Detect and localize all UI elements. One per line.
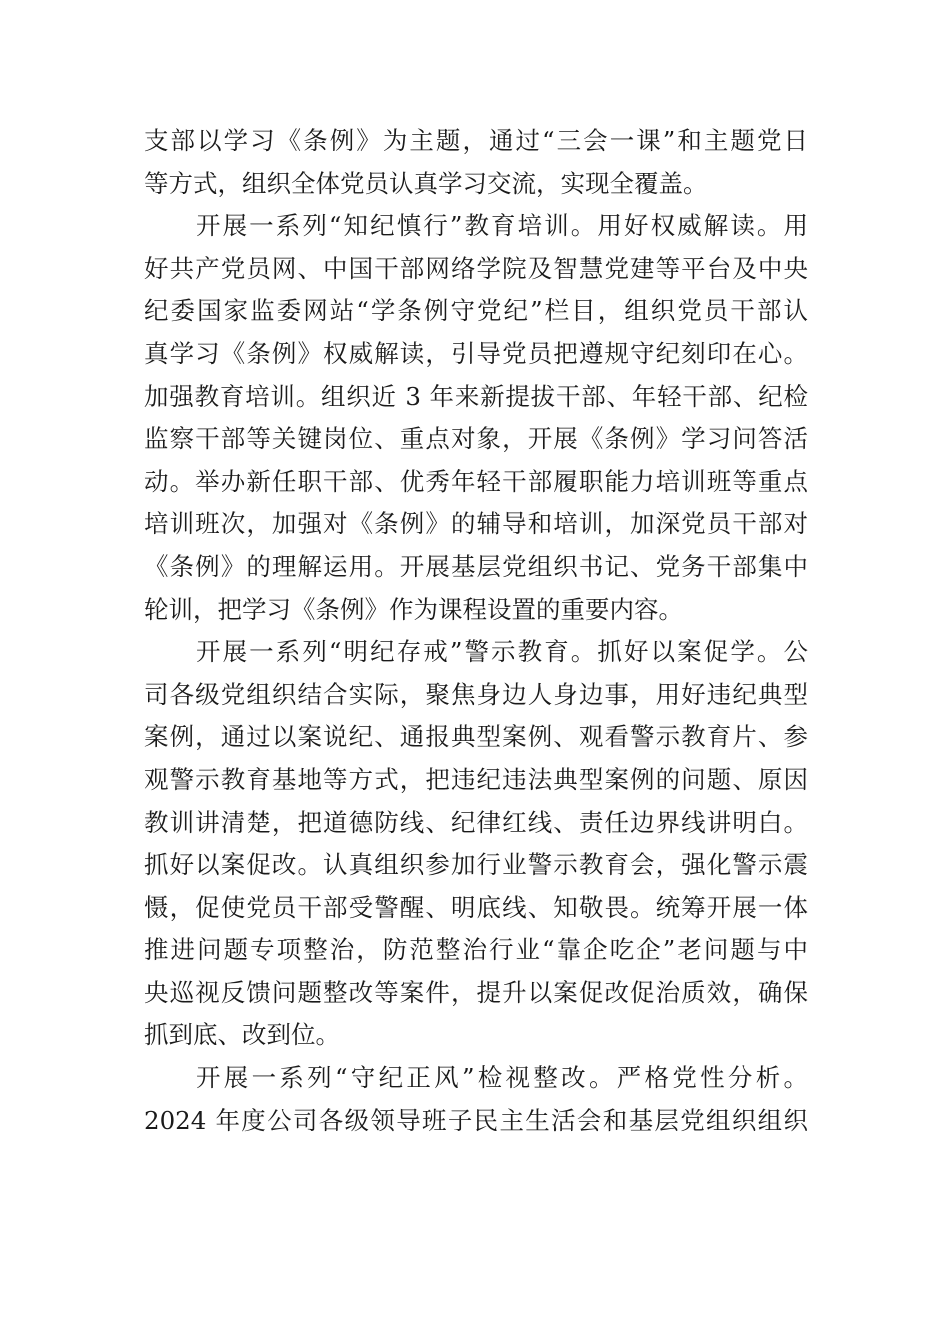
- text-line: 《条例》的理解运用。开展基层党组织书记、党务干部集中: [144, 551, 808, 581]
- text-line: 等方式，组织全体党员认真学习交流，实现全覆盖。: [144, 168, 708, 198]
- text-line: 动。举办新任职干部、优秀年轻干部履职能力培训班等重点: [144, 466, 808, 496]
- text-line: 支部以学习《条例》为主题，通过“三会一课”和主题党日: [144, 126, 808, 155]
- text-line: 开展一系列“知纪慎行”教育培训。用好权威解读。用: [196, 211, 808, 241]
- text-line: 抓好以案促改。认真组织参加行业警示教育会，强化警示震: [144, 850, 808, 880]
- text-line: 轮训，把学习《条例》作为课程设置的重要内容。: [144, 594, 683, 624]
- text-line: 抓到底、改到位。: [144, 1020, 340, 1050]
- text-line: 纪委国家监委网站“学条例守党纪”栏目，组织党员干部认: [144, 296, 808, 326]
- text-line: 2024 年度公司各级领导班子民主生活会和基层党组织组织: [144, 1105, 808, 1135]
- text-line: 推进问题专项整治，防范整治行业“靠企吃企”老问题与中: [144, 935, 808, 965]
- text-line: 好共产党员网、中国干部网络学院及智慧党建等平台及中央: [144, 253, 808, 283]
- text-line: 培训班次，加强对《条例》的辅导和培训，加深党员干部对: [144, 509, 808, 539]
- text-line: 央巡视反馈问题整改等案件，提升以案促改促治质效，确保: [144, 977, 808, 1007]
- text-line: 监察干部等关键岗位、重点对象，开展《条例》学习问答活: [144, 424, 808, 454]
- text-line: 加强教育培训。组织近 3 年来新提拔干部、年轻干部、纪检: [144, 381, 808, 411]
- body-text: [144, 120, 808, 1142]
- text-line: 观警示教育基地等方式，把违纪违法典型案例的问题、原因: [144, 764, 808, 794]
- text-line: 开展一系列“守纪正风”检视整改。严格党性分析。: [196, 1063, 808, 1093]
- text-line: 开展一系列“明纪存戒”警示教育。抓好以案促学。公: [196, 637, 808, 667]
- text-line: 真学习《条例》权威解读，引导党员把遵规守纪刻印在心。: [144, 338, 808, 368]
- text-line: 慑，促使党员干部受警醒、明底线、知敬畏。统筹开展一体: [144, 892, 808, 922]
- text-line: 案例，通过以案说纪、通报典型案例、观看警示教育片、参: [144, 722, 808, 752]
- text-line: 教训讲清楚，把道德防线、纪律红线、责任边界线讲明白。: [144, 807, 808, 837]
- text-line: 司各级党组织结合实际，聚焦身边人身边事，用好违纪典型: [144, 679, 808, 709]
